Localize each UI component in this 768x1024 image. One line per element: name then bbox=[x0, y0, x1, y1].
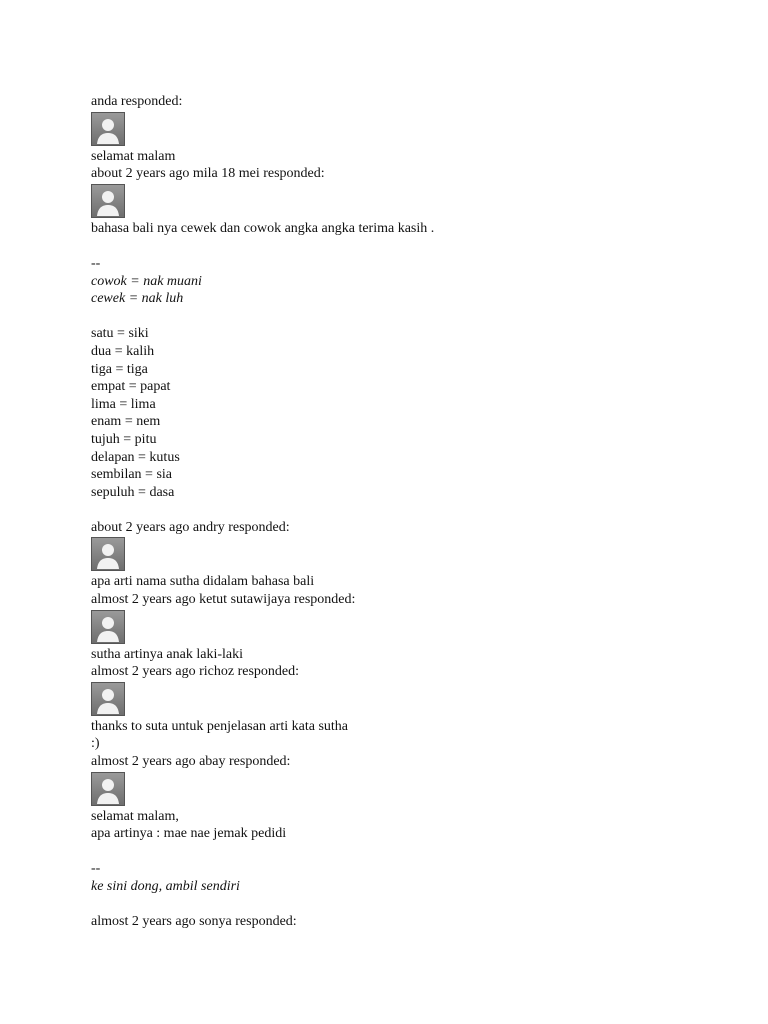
comment-body-line: apa artinya : mae nae jemak pedidi bbox=[91, 826, 287, 842]
signature-separator: -- bbox=[91, 255, 101, 271]
user-avatar-icon bbox=[91, 184, 125, 218]
spacer bbox=[91, 501, 731, 519]
comment-body-line: thanks to suta untuk penjelasan arti kata sutha bbox=[91, 718, 348, 734]
number-line: delapan = kutus bbox=[91, 449, 180, 465]
number-line: lima = lima bbox=[91, 396, 156, 412]
user-avatar-icon bbox=[91, 772, 125, 806]
comment-body-line: selamat malam, bbox=[91, 808, 179, 824]
number-line: satu = siki bbox=[91, 326, 149, 342]
number-line: sembilan = sia bbox=[91, 467, 172, 483]
comment-header: about 2 years ago andry responded: bbox=[91, 519, 290, 535]
comment-header: about 2 years ago mila 18 mei responded: bbox=[91, 166, 325, 182]
number-line: empat = papat bbox=[91, 379, 171, 395]
spacer bbox=[91, 237, 731, 255]
number-line: tiga = tiga bbox=[91, 361, 148, 377]
number-line: sepuluh = dasa bbox=[91, 484, 175, 500]
comment-body-line: sutha artinya anak laki-laki bbox=[91, 646, 243, 662]
spacer bbox=[91, 896, 731, 914]
number-line: enam = nem bbox=[91, 414, 161, 430]
signature-line: ke sini dong, ambil sendiri bbox=[91, 879, 240, 894]
comment-header: anda responded: bbox=[91, 94, 183, 109]
user-avatar-icon bbox=[91, 682, 125, 716]
number-line: dua = kalih bbox=[91, 343, 155, 359]
user-avatar-icon bbox=[91, 537, 125, 571]
comment-body-line: bahasa bali nya cewek dan cowok angka angka terima kasih . bbox=[91, 220, 435, 236]
comment-header: almost 2 years ago abay responded: bbox=[91, 754, 291, 770]
comment-header: almost 2 years ago sonya responded: bbox=[91, 914, 297, 930]
spacer bbox=[91, 308, 731, 326]
signature-separator: -- bbox=[91, 861, 101, 877]
spacer bbox=[91, 843, 731, 861]
comment-thread bbox=[91, 93, 731, 931]
signature-line: cowok = nak muani bbox=[91, 273, 202, 289]
comment-header: almost 2 years ago richoz responded: bbox=[91, 664, 299, 680]
comment-body-line: apa arti nama sutha didalam bahasa bali bbox=[91, 574, 315, 590]
comment-header: almost 2 years ago ketut sutawijaya responded: bbox=[91, 592, 356, 608]
number-line: tujuh = pitu bbox=[91, 431, 157, 447]
comment-body-line: selamat malam bbox=[91, 148, 176, 164]
user-avatar-icon bbox=[91, 610, 125, 644]
comment-body-line: :) bbox=[91, 736, 100, 752]
signature-line: cewek = nak luh bbox=[91, 291, 184, 307]
user-avatar-icon bbox=[91, 112, 125, 146]
